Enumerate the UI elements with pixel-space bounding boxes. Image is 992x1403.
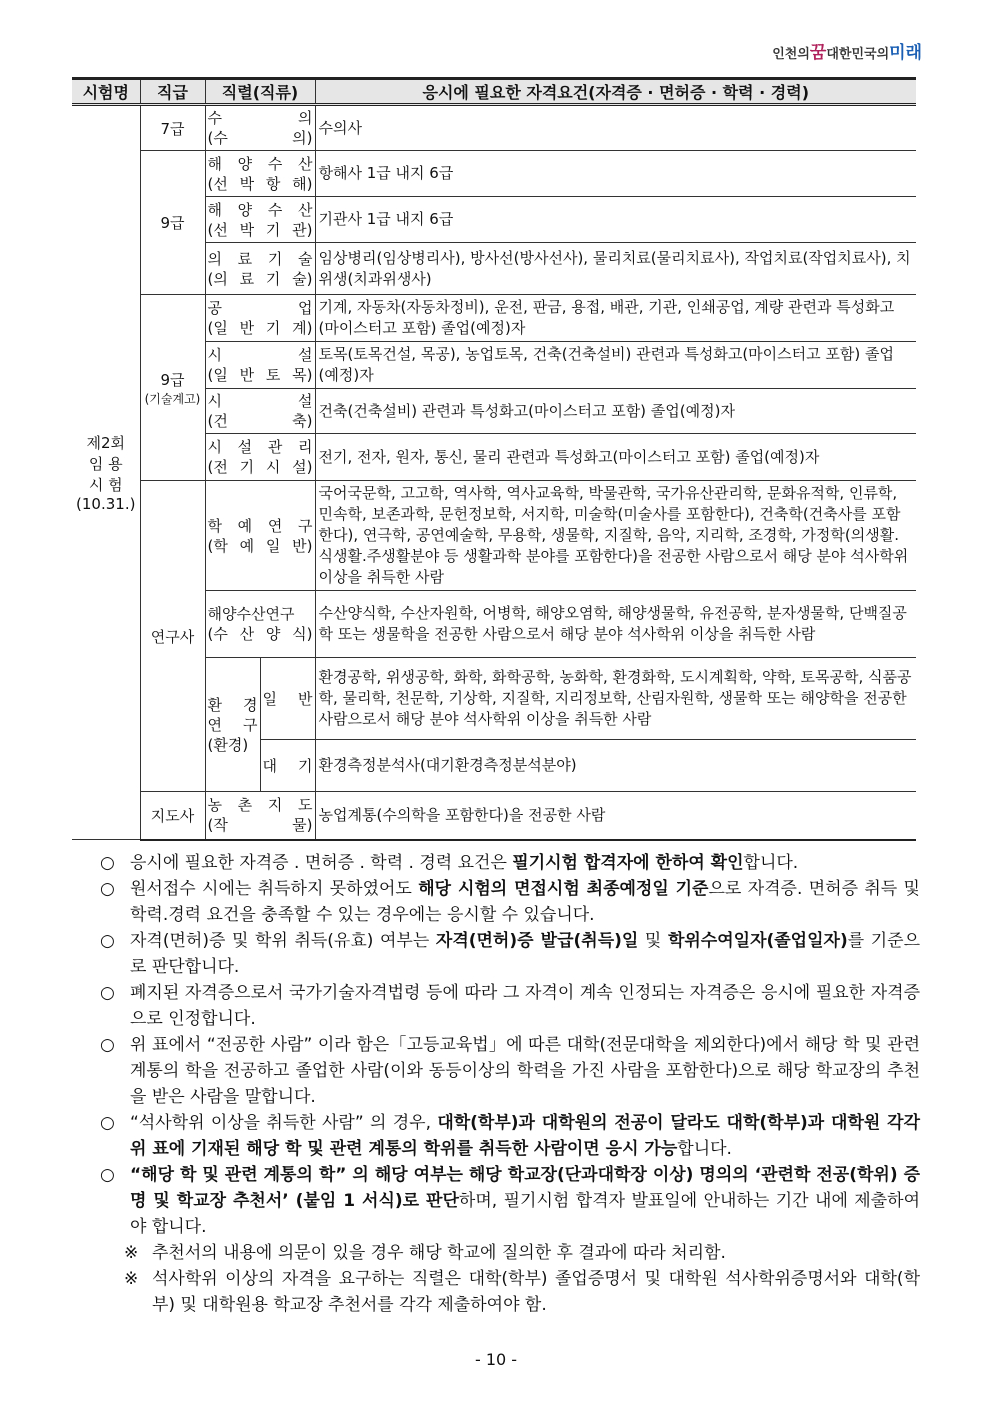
note-emphasis: 해당 시험의 면접시험 최종예정일 기준: [418, 879, 709, 899]
job-name: 시 설: [207, 346, 313, 364]
requirement: 건축(건축설비) 관련과 특성화고(마이스터고 포함) 졸업(예정)자: [315, 389, 916, 434]
job-class: (학 예 일 반): [207, 536, 313, 555]
job-name: 학 예 연 구: [207, 516, 313, 535]
job-name: 수 의: [207, 109, 313, 127]
job-series: [205, 151, 315, 197]
job-name: 공 업: [207, 299, 313, 317]
reference-mark-icon: ※: [124, 1269, 139, 1289]
job-series: [205, 481, 315, 591]
bullet-icon: ○: [100, 983, 115, 1003]
job-class: (수 산 양 식): [207, 625, 313, 643]
requirement: 기계, 자동차(자동차정비), 운전, 판금, 용접, 배관, 기관, 인쇄공업, 계량 관련과 특성화고(마이스터고 포함) 졸업(예정)자: [315, 295, 916, 342]
table-row: [72, 295, 916, 342]
job-series: [205, 197, 315, 243]
grade: 7급: [140, 105, 205, 151]
requirement: 농업계통(수의학을 포함한다)을 전공한 사람: [315, 792, 916, 840]
note-item: [100, 1110, 920, 1162]
job-class: (수 의): [207, 129, 313, 147]
exam-name: [72, 105, 140, 840]
grade-label: 9급: [160, 370, 185, 389]
job-name: 해 양 수 산: [207, 200, 313, 219]
job-class: (환경): [207, 735, 249, 754]
subclass-label: 대 기: [262, 756, 313, 775]
requirement: 수의사: [315, 105, 916, 151]
job-subclass: [260, 658, 315, 740]
job-name: 연 구: [207, 715, 258, 734]
job-class: (일 반 기 계): [207, 319, 313, 337]
page-number: - 10 -: [474, 1350, 518, 1369]
job-name: 해 양 수 산: [207, 154, 313, 173]
job-series: [205, 389, 315, 434]
note-emphasis: “해당 학 및 관련 계통의 학” 의 해당 여부는 해당 학교장(단과대학장 이상) 명의의 ‘관련학 전공(학위) 증명 및 학교장 추천서’ (붙임 1 서식)로 판단: [130, 1165, 920, 1211]
job-series: [205, 591, 315, 658]
job-series: [205, 792, 315, 840]
job-class: (건 축): [207, 412, 313, 430]
grade: [140, 295, 205, 481]
bullet-icon: ○: [100, 1165, 115, 1185]
bullet-icon: ○: [100, 1113, 115, 1133]
logo-text: 인천의: [772, 47, 810, 62]
bullet-icon: ○: [100, 853, 115, 873]
note-item: [100, 1162, 920, 1240]
note-text: 으로 자격증. 면허증 취득 및 학력.경력 요건을 충족할 수 있는 경우에는 응시할 수 있습니다.: [130, 879, 920, 925]
logo-text: 대한민국의: [826, 47, 890, 62]
job-series: [205, 243, 315, 295]
requirement: 기관사 1급 내지 6급: [315, 197, 916, 243]
note-text: 하며, 필기시험 합격자 발표일에 안내하는 기간 내에 제출하여야 합니다.: [130, 1191, 920, 1237]
requirement: 전기, 전자, 원자, 통신, 물리 관련과 특성화고(마이스터고 포함) 졸업(예정)자: [315, 434, 916, 481]
job-name: 시 설 관 리: [207, 438, 313, 456]
job-name: 환 경: [207, 695, 258, 714]
table-row: [72, 481, 916, 591]
logo-text: 미래: [889, 43, 922, 63]
job-class: (전 기 시 설): [207, 458, 313, 476]
note-item: [100, 928, 920, 980]
logo-text: 꿈: [809, 43, 827, 63]
requirement: 수산양식학, 수산자원학, 어병학, 해양오염학, 해양생물학, 유전공학, 분자생물학, 단백질공학 또는 생물학을 전공한 사람으로서 해당 분야 석사학위 이상을 취득한 사람: [315, 591, 916, 658]
remark-item: [100, 1240, 920, 1266]
job-class: (의 료 기 술): [207, 269, 313, 288]
table-row: [72, 151, 916, 197]
note-text: 원서접수 시에는 취득하지 못하였어도: [130, 879, 419, 899]
remark-text: 석사학위 이상의 자격을 요구하는 직렬은 대학(학부) 졸업증명서 및 대학원 석사학위증명서와 대학(학부) 및 대학원용 학교장 추천서를 각각 제출하여야 함.: [152, 1269, 920, 1315]
job-series: [205, 342, 315, 389]
bullet-icon: ○: [100, 931, 115, 951]
note-item: [100, 1032, 920, 1110]
table-row: [72, 792, 916, 840]
exam-line: 제2회: [86, 434, 126, 452]
note-text: 자격(면허)증 및 학위 취득(유효) 여부는: [130, 931, 436, 951]
note-item: [100, 876, 920, 928]
note-text: 위 표에서 “전공한 사람” 이라 함은「고등교육법」에 따른 대학(전문대학을 제외한다)에서 해당 학 및 관련 계통의 학을 전공하고 졸업한 사람(이와 동등이상의 학력을 가진 사람을 포함한다)으로 해당 학교장의 추천을 받은 사람을 말합니다.: [130, 1035, 920, 1107]
header-requirements: 응시에 필요한 자격요건(자격증 · 면허증 · 학력 · 경력): [315, 79, 916, 105]
note-text: 및: [638, 931, 668, 951]
note-text: 를 기준으로 판단합니다.: [130, 931, 921, 977]
requirement: 환경측정분석사(대기환경측정분석분야): [315, 740, 916, 792]
requirement: 환경공학, 위생공학, 화학, 화학공학, 농화학, 환경화학, 도시계획학, 약학, 토목공학, 식품공학, 물리학, 천문학, 기상학, 지질학, 지리정보학, 산림자원학, 생물학 또는 해양학을 전공한 사람으로서 해당 분야 석사학위 이상을 취득한 사람: [315, 658, 916, 740]
exam-line: 시 험: [88, 476, 123, 494]
note-emphasis: 필기시험 합격자에 한하여 확인: [512, 853, 744, 873]
reference-mark-icon: ※: [124, 1243, 139, 1263]
exam-line: (10.31.): [76, 495, 136, 513]
grade: 연구사: [140, 481, 205, 792]
job-name: 의 료 기 술: [207, 249, 313, 268]
grade: 지도사: [140, 792, 205, 840]
requirement: 국어국문학, 고고학, 역사학, 역사교육학, 박물관학, 국가유산관리학, 문화유적학, 인류학, 민속학, 보존과학, 문헌정보학, 서지학, 미술학(미술사를 포함한다), 건축학(건축사를 포함한다), 연극학, 공연예술학, 무용학, 생물학, 지질학, 음악, 지리학, 조경학, 가정학(의생활.식생활.주생활분야 등 생활과학 분야를 포함한다)을 전공한 사람으로서 해당 분야 석사학위 이상을 취득한 사람: [315, 481, 916, 591]
requirement: 토목(토목건설, 목공), 농업토목, 건축(건축설비) 관련과 특성화고(마이스터고 포함) 졸업(예정)자: [315, 342, 916, 389]
grade: 9급: [140, 151, 205, 295]
note-item: [100, 980, 920, 1032]
job-name: 해양수산연구: [207, 605, 295, 623]
bullet-icon: ○: [100, 1035, 115, 1055]
remark-text: 추천서의 내용에 의문이 있을 경우 해당 학교에 질의한 후 결과에 따라 처리함.: [152, 1243, 726, 1263]
job-class: (일 반 토 목): [207, 366, 313, 384]
notes: [100, 850, 920, 1318]
qualification-table: [72, 77, 916, 841]
job-series: [205, 434, 315, 481]
note-emphasis: 대학(학부)과 대학원의 전공이 달라도 대학(학부)과 대학원 각각 위 표에 기재된 해당 학 및 관련 계통의 학위를 취득한 사람이면 응시 가능: [130, 1113, 920, 1159]
job-name: 농 촌 지 도: [207, 796, 313, 815]
job-class: (선 박 항 해): [207, 174, 313, 193]
requirement: 항해사 1급 내지 6급: [315, 151, 916, 197]
table-row: [72, 105, 916, 151]
note-text: 응시에 필요한 자격증 . 면허증 . 학력 . 경력 요건은: [130, 853, 513, 873]
job-subclass: [260, 740, 315, 792]
grade-sub: (기술계고): [144, 391, 201, 406]
note-emphasis: 자격(면허)증 발급(취득)일: [435, 931, 639, 951]
note-emphasis: 학위수여일자(졸업일자): [667, 931, 848, 951]
note-text: “석사학위 이상을 취득한 사람” 의 경우,: [130, 1113, 438, 1133]
header-grade: 직급: [140, 79, 205, 105]
requirement: 임상병리(임상병리사), 방사선(방사선사), 물리치료(물리치료사), 작업치료(작업치료사), 치위생(치과위생사): [315, 243, 916, 295]
exam-line: 임 용: [88, 455, 123, 473]
header-exam: 시험명: [72, 79, 140, 105]
note-text: 폐지된 자격증으로서 국가기술자격법령 등에 따라 그 자격이 계속 인정되는 자격증은 응시에 필요한 자격증으로 인정합니다.: [130, 983, 920, 1029]
remark-item: [100, 1266, 920, 1318]
header-job: 직렬(직류): [205, 79, 315, 105]
subclass-label: 일 반: [262, 689, 313, 708]
job-series: [205, 658, 260, 792]
note-text: 합니다.: [743, 853, 799, 873]
job-series: [205, 105, 315, 151]
job-class: (선 박 기 관): [207, 220, 313, 239]
job-class: (작 물): [207, 816, 313, 835]
incheon-logo: [772, 38, 922, 63]
note-item: [100, 850, 920, 876]
note-text: 합니다.: [677, 1139, 732, 1159]
table-header: [72, 79, 916, 105]
bullet-icon: ○: [100, 879, 115, 899]
job-series: [205, 295, 315, 342]
job-name: 시 설: [207, 392, 313, 410]
